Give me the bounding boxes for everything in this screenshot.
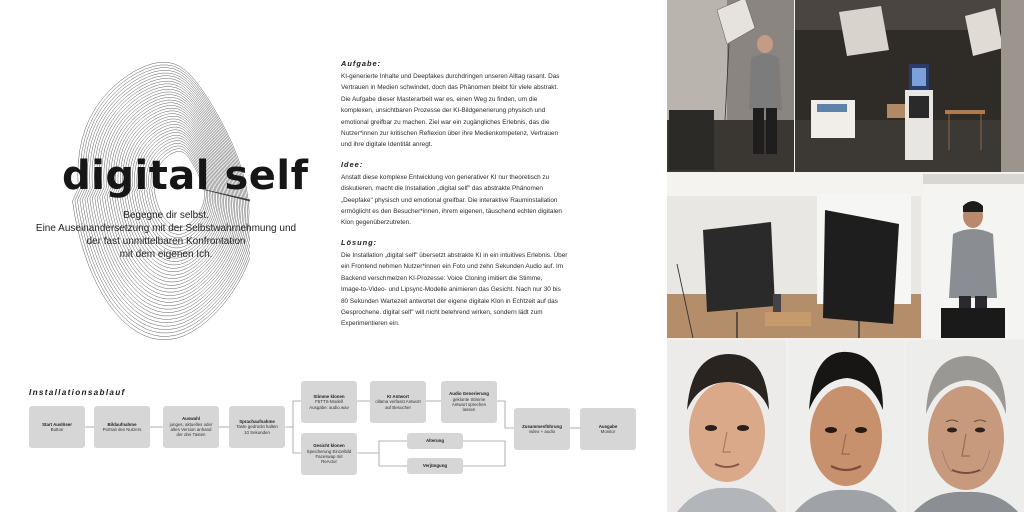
connector-line [357,441,407,453]
subtitle-line: mit dem eigenen Ich. [119,249,213,260]
subtitle-line: Begegne dir selbst. [123,210,209,221]
body-line: ein Frontend nehmen Nutzer*innen ein Foto und zehn Sekunden Audio auf. Im [341,263,564,271]
body-line: Vertrauen in Medien schwindet, doch das Phänomen bleibt für viele abstrakt. [341,84,559,92]
photo-user-standing [923,174,1024,338]
photo-installation-room-image [795,0,1024,172]
photo-face-young-image [667,340,786,512]
flow-step-bildaufnahme [94,406,150,448]
photo-installation-room [795,0,1024,172]
flow-step-zusammenfuehrung [514,408,570,450]
photo-lighting-setup-image [667,174,921,338]
flow-step-text: Antwort sprechen [451,402,487,407]
section-body-aufgabe [341,71,593,151]
photo-studio-person [667,0,794,172]
body-line: Nutzer*innen zur kritischen Reflexion über ihre Medienkompetenz, Vertrauen [341,130,559,138]
body-line: Backend verschmelzen KI-Prozesse: Voice Cloning imitiert die Stimme, [341,274,543,282]
section-heading-loesung: Lösung: [341,237,378,247]
flow-step-ausgabe [580,408,636,450]
flow-step-text: Button [50,427,64,432]
flow-step-text: F5TTS-Modell [315,399,343,405]
flow-heading: Installationsablauf [29,388,126,397]
subtitle-line: Eine Auseinandersetzung mit der Selbstwahrnehmung und [35,223,297,234]
section-body-loesung [341,250,593,330]
flow-step-gesicht-klonen [301,433,357,475]
body-line: und ihre digitale Identität anregt. [341,141,433,149]
body-line: Die Installation „digital self" übersetzt abstrakte KI in ein intuitives Erlebnis. Über [341,251,568,259]
flow-step-auswahl [163,406,219,448]
body-line: „Deepfake" physisch und emotional greifbar. Die interaktive Rauminstallation [341,196,558,204]
section-body-idee [341,172,593,229]
body-line: Image-to-Video- und Lipsync-Modelle animieren das Gesicht. Nach nur 30 bis [341,286,561,294]
connector-line [463,441,505,466]
flow-step-text: lassen [462,407,476,413]
flow-step-text: altes Version anhand [170,427,212,432]
project-title: digital self [62,153,309,199]
body-line: komplexen, unsichtbaren Prozesse der KI-Bildgenerierung physisch und [341,107,546,115]
photo-face-old-image [906,340,1024,512]
body-line: Klon gegenüberzutreten. [341,219,411,227]
flow-step-title: Zusammenführung [522,423,562,429]
section-heading-idee: Idee: [341,159,364,169]
flow-step-audio-generierung [441,381,497,423]
body-line: Gesprochene. digital self" will nicht belehrend wirken, sondern lädt zum [341,308,543,316]
flow-step-alterung [407,433,463,449]
flow-step-title: Start Auslöser [42,421,72,427]
flow-step-title: Sprachaufnahme [239,418,275,424]
photo-lighting-setup [667,174,921,338]
flow-step-title: Alterung [425,438,445,444]
flow-step-text: der drei Tasten [176,432,206,438]
photo-studio-person-image [667,0,794,172]
flow-step-title: Audio Generierung [449,391,489,397]
photo-user-standing-image [923,174,1024,338]
flow-step-title: KI Antwort [386,393,410,399]
photo-face-young [667,340,786,512]
photo-face-old [906,340,1024,512]
photo-face-current [787,340,905,512]
body-line: Experimentieren ein. [341,320,400,328]
flow-step-title: Stimme klonen [313,393,345,399]
connector-line [497,401,514,428]
flow-step-text: Taste gedrückt halten [236,424,278,430]
flow-step-title: Bildaufnahme [107,421,137,427]
blob-contour-line [77,68,250,333]
flow-step-text: geklonte Stimme [452,396,486,402]
contour-blob-graphic [70,52,250,350]
flow-step-text: 10 Sekunden [244,429,270,435]
flow-step-text: Faceswap mit [315,454,343,459]
flow-step-text: ReActor [321,459,337,465]
photo-collage [667,0,1024,512]
flow-step-ki-antwort [370,381,426,423]
body-line: Die Aufgabe dieser Masterarbeit war es, einen Weg zu finden, um die [341,95,538,103]
photo-face-current-image [787,340,905,512]
blob-contour-line [85,76,249,323]
flow-step-start [29,406,85,448]
flow-step-text: Monitor [600,429,616,434]
project-subtitle [28,209,304,261]
body-line: diskutieren, macht die Installation „digital self" das abstrakte Phänomen [341,185,543,193]
flow-step-title: Verjüngung [422,463,448,469]
flow-step-title: Ausgabe [598,423,618,429]
body-line: 80 Sekunden Wartezeit antwortet der eigene digitale Klon in Echtzeit auf das [341,297,558,305]
flow-step-sprachaufnahme [229,406,285,448]
flow-step-text: junges, aktuelles oder [169,421,213,427]
flow-step-text: Speicherung Einzelbild [306,448,352,454]
connector-line [285,401,301,427]
flow-step-text: auf Besucher [385,404,411,410]
flow-step-text: Ausgabe: audio.wav [309,404,349,410]
body-line: emotional greifbar zu machen. Ziel war ein zugängliches Erlebnis, das die [341,118,550,126]
body-line: ermöglicht es den Besucher*innen, ihrem eigenen, täuschend echten digitalen [341,208,562,216]
body-line: KI-generierte Inhalte und Deepfakes durchdringen unseren Alltag rasant. Das [341,73,560,80]
connector-line [293,427,301,453]
flow-step-title: Gesicht klonen [313,443,345,449]
connector-line [379,453,407,466]
flow-step-text: ollama verfasst Antwort [375,399,421,405]
subtitle-line: der fast unmittelbaren Konfrontation [86,236,246,247]
flow-step-text: video + audio [528,429,556,434]
section-heading-aufgabe: Aufgabe: [341,59,382,68]
body-line: Anstatt diese komplexe Entwicklung von generativer KI nur theoretisch zu [341,173,550,181]
flow-step-verjuengung [407,458,463,474]
flow-step-title: Auswahl [181,416,201,422]
description-column [341,59,593,339]
flow-step-text: Portrait des Nutzers [102,427,142,432]
flow-step-stimme-klonen [301,381,357,423]
